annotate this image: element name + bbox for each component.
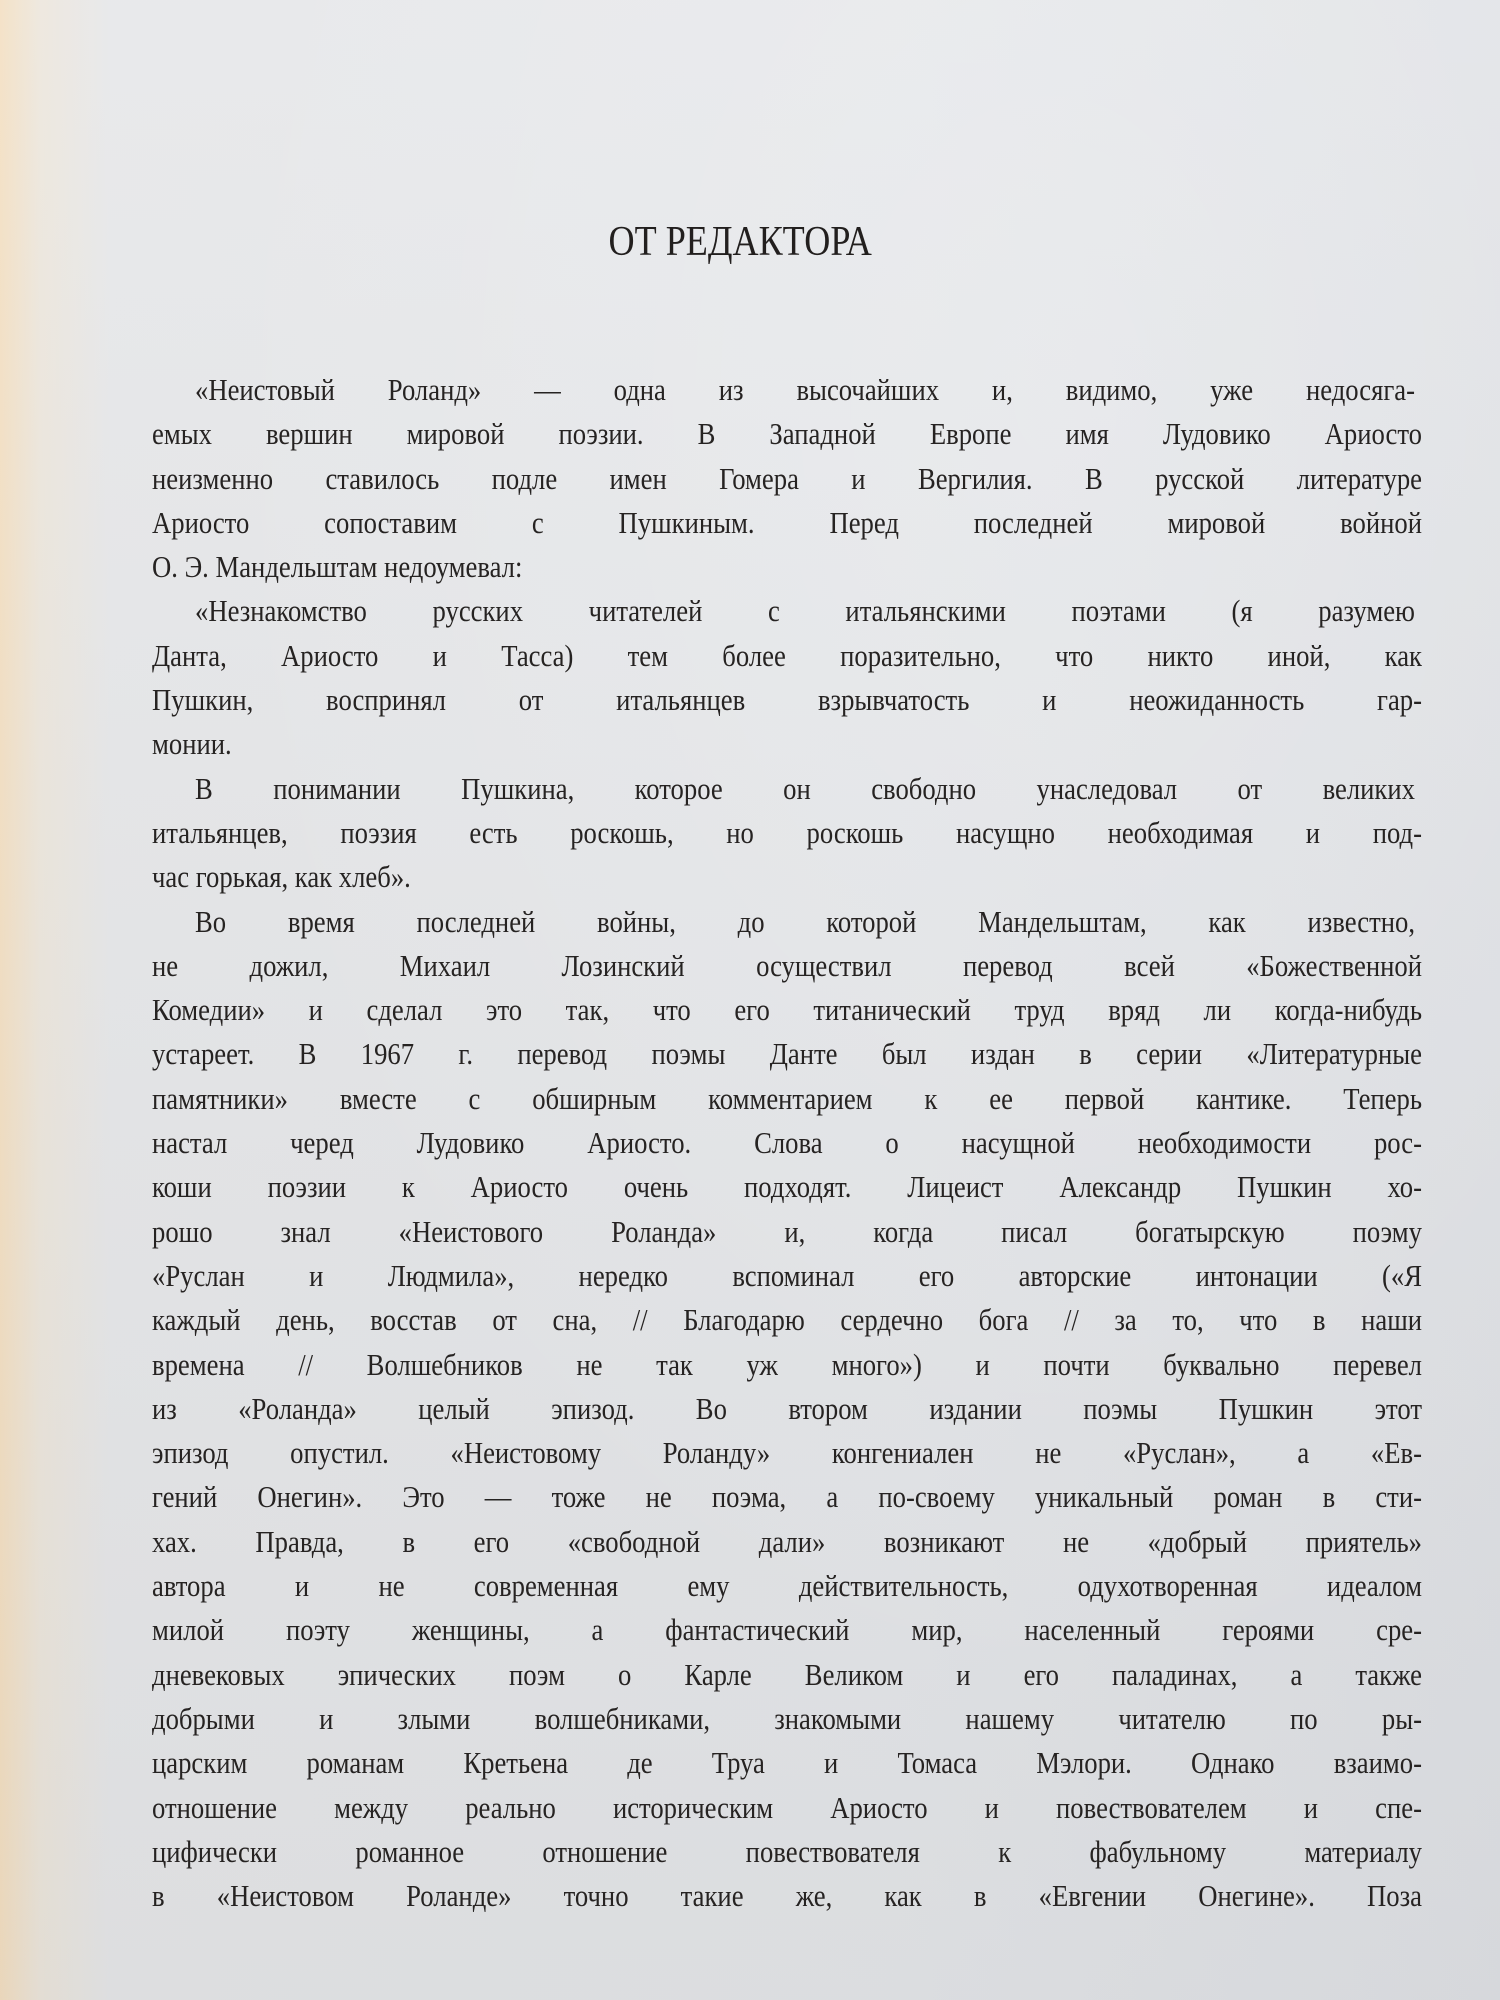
text-line: рошо знал «Неистового Роланда» и, когда писал богатырскую поэму [152,1213,1422,1249]
text-line: итальянцев, поэзия есть роскошь, но роскошь насущно необходимая и под- [152,814,1422,850]
text-line: Данта, Ариосто и Тасса) тем более поразительно, что никто иной, как [152,637,1422,673]
text-line: Во время последней войны, до которой Мандельштам, как известно, [195,903,1415,939]
text-line: В понимании Пушкина, которое он свободно унаследовал от великих [195,770,1415,806]
text-line: гений Онегин». Это — тоже не поэма, а по-своему уникальный роман в сти- [152,1479,1422,1515]
body-text [152,368,1422,1918]
text-line: неизменно ставилось подле имен Гомера и Вергилия. В русской литературе [152,460,1422,496]
text-line: царским романам Кретьена де Труа и Томаса Мэлори. Однако взаимо- [152,1745,1422,1781]
text-line: «Руслан и Людмила», нередко вспоминал его авторские интонации («Я [152,1257,1422,1293]
text-line: Пушкин, воспринял от итальянцев взрывчатость и неожиданность гар- [152,682,1422,718]
text-line: «Незнакомство русских читателей с итальянскими поэтами (я разумею [195,593,1415,629]
text-line: каждый день, восстав от сна, // Благодарю сердечно бога // за то, что в наши [152,1302,1422,1338]
text-line: устареет. В 1967 г. перевод поэмы Данте был издан в серии «Литературные [152,1036,1422,1072]
text-line: О. Э. Мандельштам недоумевал: [152,549,523,585]
text-line: монии. [152,726,232,762]
text-line: не дожил, Михаил Лозинский осуществил перевод всей «Божественной [152,947,1422,983]
text-line: отношение между реально историческим Ариосто и повествователем и спе- [152,1789,1422,1825]
text-line: милой поэту женщины, а фантастический мир, населенный героями сре- [152,1612,1422,1648]
text-line: цифически романное отношение повествователя к фабульному материалу [152,1833,1422,1869]
text-line: из «Роланда» целый эпизод. Во втором издании поэмы Пушкин этот [152,1390,1422,1426]
text-line: коши поэзии к Ариосто очень подходят. Лицеист Александр Пушкин хо- [152,1169,1422,1205]
text-line: дневековых эпических поэм о Карле Великом и его паладинах, а также [152,1656,1422,1692]
page-title: ОТ РЕДАКТОРА [608,219,872,265]
text-line: памятники» вместе с обширным комментарием к ее первой кантике. Теперь [152,1080,1422,1116]
text-line: в «Неистовом Роланде» точно такие же, как в «Евгении Онегине». Поза [152,1878,1422,1914]
text-line: автора и не современная ему действительность, одухотворенная идеалом [152,1568,1422,1604]
text-line: времена // Волшебников не так уж много») и почти буквально перевел [152,1346,1422,1382]
text-line: настал черед Лудовико Ариосто. Слова о насущной необходимости рос- [152,1125,1422,1161]
text-line: емых вершин мировой поэзии. В Западной Европе имя Лудовико Ариосто [152,416,1422,452]
text-line: Ариосто сопоставим с Пушкиным. Перед последней мировой войной [152,504,1422,540]
text-line: час горькая, как хлеб». [152,859,411,895]
text-line: хах. Правда, в его «свободной дали» возникают не «добрый приятель» [152,1523,1422,1559]
text-line: эпизод опустил. «Неистовому Роланду» конгениален не «Руслан», а «Ев- [152,1435,1422,1471]
text-line: добрыми и злыми волшебниками, знакомыми нашему читателю по ры- [152,1700,1422,1736]
text-line: Комедии» и сделал это так, что его титанический труд вряд ли когда-нибудь [152,992,1422,1028]
text-line: «Неистовый Роланд» — одна из высочайших и, видимо, уже недосяга- [195,372,1415,407]
